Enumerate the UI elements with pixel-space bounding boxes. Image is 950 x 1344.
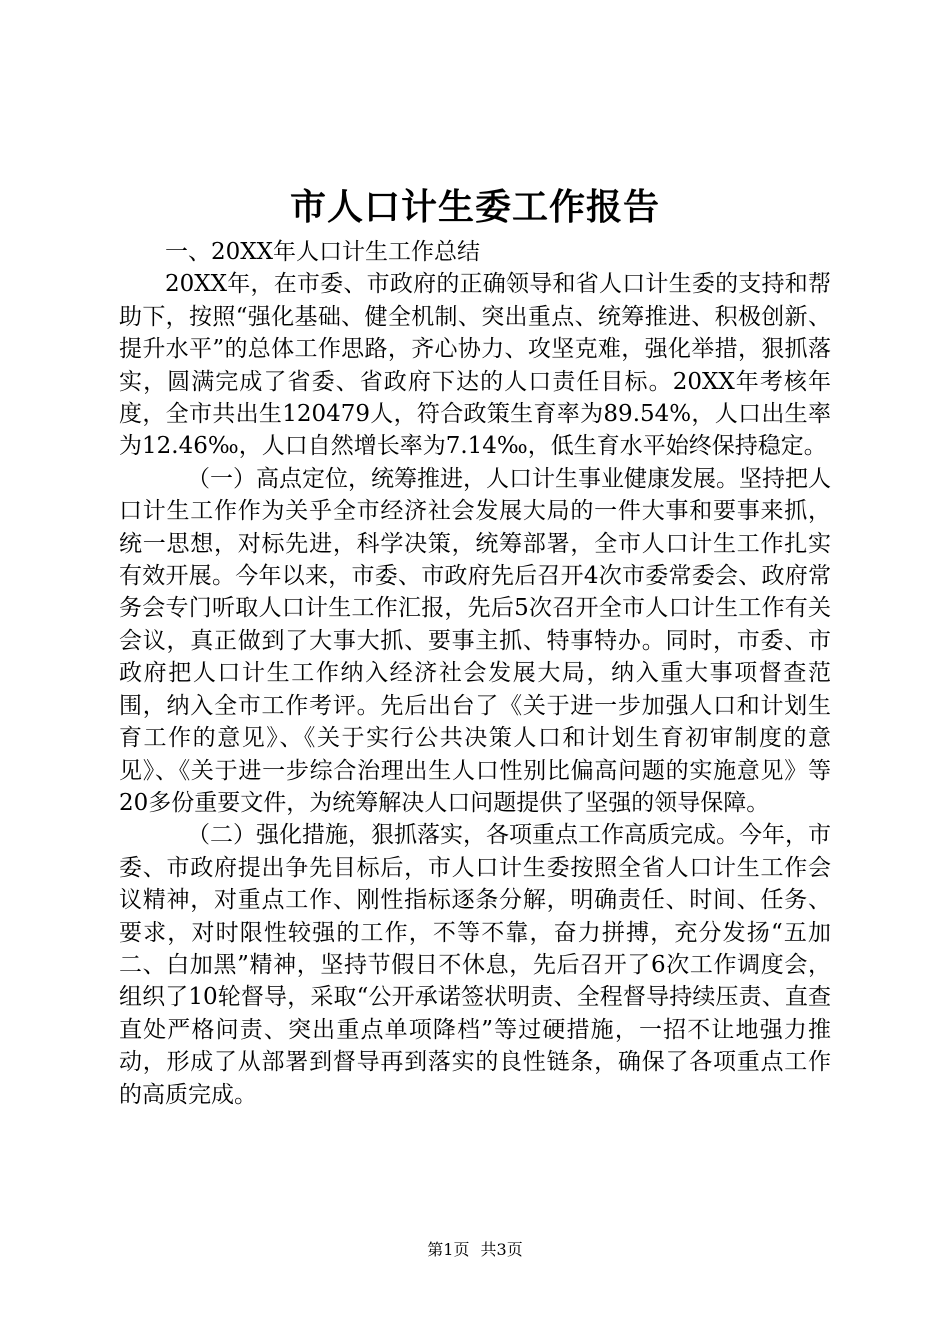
paragraph-point-two: （二）强化措施，狠抓落实，各项重点工作高质完成。今年，市委、市政府提出争先目标后，市人口计生委按照全省人口计生工作会议精神，对重点工作、刚性指标逐条分解，明确责任、时间、任务、要求，对时限性较强的工作，不等不靠，奋力拼搏，充分发扬“五加二、白加黑”精神，坚持节假日不休息，先后召开了6次工作调度会，组织了10轮督导，采取“公开承诺签状明责、全程督导持续压责、直查直处严格问责、突出重点单项降档”等过硬措施，一招不让地强力推动，形成了从部署到督导再到落实的良性链条，确保了各项重点工作的高质完成。 — [119, 822, 831, 1108]
page-total: 共3页 — [480, 1240, 523, 1259]
section-heading: 一、20XX年人口计生工作总结 — [165, 239, 481, 265]
document-body — [119, 236, 831, 1111]
paragraph-point-one: （一）高点定位，统筹推进，人口计生事业健康发展。坚持把人口计生工作作为关乎全市经济社会发展大局的一件大事和要事来抓，统一思想，对标先进，科学决策，统筹部署，全市人口计生工作扎实有效开展。今年以来，市委、市政府先后召开4次市委常委会、政府常务会专门听取人口计生工作汇报，先后5次召开全市人口计生工作有关会议，真正做到了大事大抓、要事主抓、特事特办。同时，市委、市政府把人口计生工作纳入经济社会发展大局，纳入重大事项督查范围，纳入全市工作考评。先后出台了《关于进一步加强人口和计划生育工作的意见》、《关于实行公共决策人口和计划生育初审制度的意见》、《关于进一步综合治理出生人口性别比偏高问题的实施意见》等20多份重要文件，为统筹解决人口问题提供了坚强的领导保障。 — [119, 465, 831, 816]
paragraph-summary: 20XX年，在市委、市政府的正确领导和省人口计生委的支持和帮助下，按照“强化基础、健全机制、突出重点、统筹推进、积极创新、提升水平”的总体工作思路，齐心协力、攻坚克难，强化举措，狠抓落实，圆满完成了省委、省政府下达的人口责任目标。20XX年考核年度，全市共出生120479人，符合政策生育率为89.54%，人口出生率为12.46‰，人口自然增长率为7.14‰，低生育水平始终保持稳定。 — [119, 271, 831, 460]
page-footer — [0, 1239, 950, 1261]
document-title: 市人口计生委工作报告 — [289, 186, 660, 228]
page-number: 第1页 — [427, 1240, 470, 1259]
